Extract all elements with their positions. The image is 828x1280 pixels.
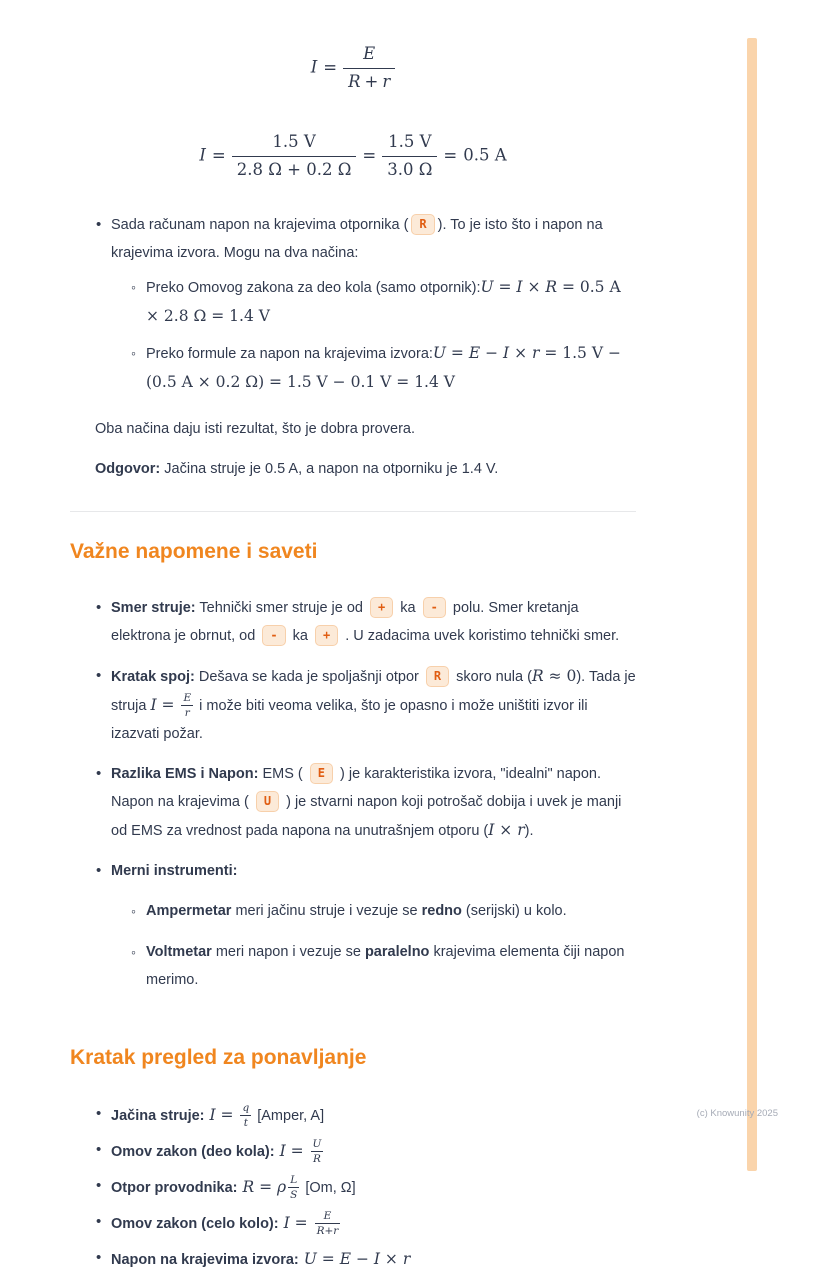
- bullet-marker: [96, 857, 111, 885]
- list-item-text: Sada računam napon na krajevima otpornika ( R ). To je isto što i napon na krajevima izvora. Mogu na dva načina:: [111, 211, 636, 267]
- inline-math: U = E − I × r = 1.5 V − (0.5 A × 0.2 Ω) = 1.5 V − 0.1 V = 1.4 V: [146, 343, 621, 391]
- section-divider: [70, 511, 636, 512]
- list-item-text: Napon na krajevima izvora: U = E − I × r: [111, 1249, 411, 1268]
- solution-list: [70, 211, 636, 397]
- bullet-marker: [96, 760, 111, 788]
- inline-math: I × r: [488, 820, 525, 839]
- inline-code-badge-r: R: [426, 666, 449, 687]
- inline-code-badge-minus: -: [262, 625, 285, 646]
- summary-list: [70, 1100, 636, 1275]
- inline-fraction: $\frac{E}{r}$: [183, 691, 192, 719]
- inline-code-badge-plus: +: [370, 597, 393, 618]
- page-edge-stripe: [747, 38, 757, 1171]
- copyright-text: (c) Knowunity 2025: [696, 1108, 778, 1119]
- inline-math: I = $\frac{E}{r}$: [150, 691, 192, 719]
- list-item-text: Merni instrumenti:: [111, 862, 238, 879]
- bullet-marker: [96, 662, 111, 690]
- bullet-marker: [96, 1244, 111, 1272]
- list-item: [70, 339, 636, 397]
- list-item: [70, 897, 636, 926]
- inline-fraction: $\frac{q}{t}$: [242, 1101, 250, 1129]
- inline-math: U = E − I × r: [303, 1249, 411, 1268]
- list-item-text: Razlika EMS i Napon: EMS ( E ) je karakteristika izvora, "idealni" napon. Napon na krajevima ( U ) je stvarni napon koji potrošač dobija i uvek je manji od EMS za vrednost pada napona na unutrašnjem otporu (I × r).: [111, 760, 636, 845]
- inline-fraction: $\frac{E}{R+r}$: [316, 1209, 339, 1237]
- formula-current-full-circuit: I = $\frac{E}{R + r}$: [70, 44, 636, 92]
- inline-math: I = $\frac{q}{t}$: [209, 1101, 250, 1129]
- formula-current-calculation: I = $\frac{1.5 V}{2.8 \Omega + 0.2 \Omega}$ = $\frac{1.5 V}{3.0 \Omega}$ = 0.5 A: [199, 132, 507, 179]
- check-paragraph: Oba načina daju isti rezultat, što je dobra provera.: [95, 420, 415, 437]
- inline-math: I = $\frac{U}{R}$: [279, 1137, 322, 1165]
- list-item: [70, 938, 636, 994]
- list-item-text: Omov zakon (deo kola): I = $\frac{U}{R}$: [111, 1136, 636, 1167]
- list-item-text: Kratak spoj: Dešava se kada je spoljašnji otpor R skoro nula (R ≈ 0). Tada je struja I = $\frac{E}{r}$ i može biti veoma velika, što je opasno i može uništiti izvor ili izazvati požar.: [111, 666, 636, 742]
- inline-math: U = I × R = 0.5 A × 2.8 Ω = 1.4 V: [146, 277, 621, 325]
- list-item: [70, 1100, 636, 1131]
- inline-math: R = ρ $\frac{L}{S}$: [242, 1173, 298, 1201]
- fraction: $\frac{E}{R + r}$: [343, 44, 395, 92]
- bullet-marker: [96, 1208, 111, 1236]
- list-item: [70, 1172, 636, 1203]
- inline-code-badge-plus: +: [315, 625, 338, 646]
- list-item-text: Jačina struje: I = $\frac{q}{t}$ [Amper, A]: [111, 1101, 325, 1129]
- answer-paragraph: Odgovor: Jačina struje je 0.5 A, a napon na otporniku je 1.4 V.: [95, 460, 499, 477]
- list-item: [70, 594, 636, 650]
- answer-label: Odgovor:: [95, 460, 161, 477]
- bullet-marker: [131, 273, 146, 302]
- inline-code-badge-u: U: [256, 791, 279, 812]
- list-item: [70, 1208, 636, 1239]
- notes-list: [70, 594, 636, 994]
- bullet-marker: [96, 1136, 111, 1164]
- inline-code-badge-e: E: [310, 763, 333, 784]
- inline-math: I = $\frac{E}{R+r}$: [283, 1209, 339, 1237]
- list-item: [70, 857, 636, 885]
- list-item: [70, 273, 636, 331]
- list-item-text: Smer struje: Tehnički smer struje je od + ka - polu. Smer kretanja elektrona je obrnut, od - ka + . U zadacima uvek koristimo tehnički smer.: [111, 594, 636, 650]
- document-content: [70, 0, 636, 1280]
- bullet-marker: [96, 1172, 111, 1200]
- list-item-text: Otpor provodnika: R = ρ $\frac{L}{S}$ [Om, Ω]: [111, 1173, 356, 1201]
- list-item: [70, 1244, 636, 1275]
- bullet-marker: [96, 594, 111, 622]
- list-item: [70, 662, 636, 748]
- fraction: $\frac{1.5 V}{2.8 \Omega + 0.2 \Omega}$: [232, 132, 357, 180]
- inline-fraction: $\frac{L}{S}$: [290, 1173, 298, 1201]
- bullet-marker: [131, 339, 146, 368]
- inline-code-badge-r: R: [411, 214, 434, 235]
- list-item-text: Preko formule za napon na krajevima izvora:U = E − I × r = 1.5 V − (0.5 A × 0.2 Ω) = 1.5 V − 0.1 V = 1.4 V: [146, 343, 621, 391]
- list-item: [70, 1136, 636, 1167]
- bullet-marker: [96, 1100, 111, 1128]
- inline-math: R ≈ 0: [531, 666, 577, 685]
- bullet-marker: [131, 897, 146, 926]
- inline-fraction: $\frac{U}{R}$: [312, 1137, 322, 1165]
- section-heading-summary: Kratak pregled za ponavljanje: [70, 1045, 367, 1069]
- list-item: [70, 760, 636, 845]
- list-item-text: Omov zakon (celo kolo): I = $\frac{E}{R+r}$: [111, 1208, 636, 1239]
- inline-code-badge-minus: -: [423, 597, 446, 618]
- bullet-marker: [131, 938, 146, 967]
- section-heading-notes: Važne napomene i saveti: [70, 539, 318, 563]
- list-item: [70, 211, 636, 267]
- list-item-text: Voltmetar meri napon i vezuje se paralelno krajevima elementa čiji napon merimo.: [146, 943, 625, 988]
- list-item-text: Preko Omovog zakona za deo kola (samo otpornik):U = I × R = 0.5 A × 2.8 Ω = 1.4 V: [146, 277, 621, 325]
- bullet-marker: [96, 211, 111, 239]
- fraction: $\frac{1.5 V}{3.0 \Omega}$: [382, 132, 437, 180]
- list-item-text: Ampermetar meri jačinu struje i vezuje se redno (serijski) u kolo.: [146, 902, 567, 919]
